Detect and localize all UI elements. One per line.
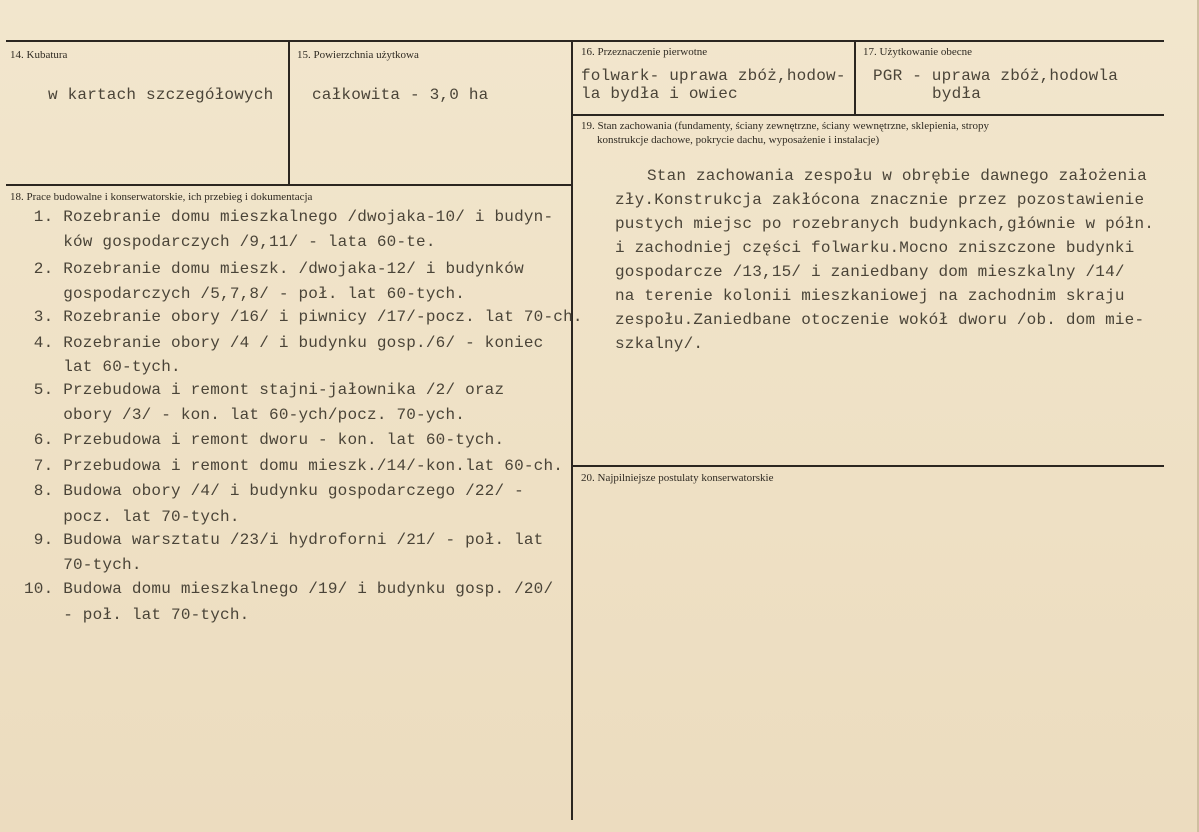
- field-18-line: 6. Przebudowa i remont dworu - kon. lat 60-tych.: [24, 431, 505, 449]
- field-18-line: 10. Budowa domu mieszkalnego /19/ i budynku gosp. /20/: [24, 580, 554, 598]
- field-18-line: 8. Budowa obory /4/ i budynku gospodarczego /22/ -: [24, 482, 524, 500]
- field-15-value: całkowita - 3,0 ha: [312, 86, 489, 104]
- divider-14-15: [288, 40, 290, 184]
- field-18-line: pocz. lat 70-tych.: [24, 508, 240, 526]
- field-16-line: folwark- uprawa zbóż,hodow-: [581, 67, 846, 85]
- field-15-label: 15. Powierzchnia użytkowa: [297, 49, 419, 61]
- field-16-line: la bydła i owiec: [581, 85, 738, 103]
- field-17-line: bydła: [932, 85, 982, 103]
- field-19-line: gospodarcze /13,15/ i zaniedbany dom mieszkalny /14/: [615, 263, 1125, 281]
- field-17-line: PGR - uprawa zbóż,hodowla: [873, 67, 1119, 85]
- field-19-line: Stan zachowania zespołu w obrębie dawnego założenia: [647, 167, 1147, 185]
- field-14-label: 14. Kubatura: [10, 49, 68, 61]
- field-16-label: 16. Przeznaczenie pierwotne: [581, 46, 708, 58]
- field-18-line: 2. Rozebranie domu mieszk. /dwojaka-12/ i budynków: [24, 260, 524, 278]
- field-18-line: 3. Rozebranie obory /16/ i piwnicy /17/-pocz. lat 70-ch.: [24, 308, 583, 326]
- field-18-line: 5. Przebudowa i remont stajni-jałownika /2/ oraz: [24, 381, 505, 399]
- field-19-line: szkalny/.: [615, 335, 704, 353]
- field-19-line: na terenie kolonii mieszkaniowej na zachodnim skraju: [615, 287, 1125, 305]
- field-18-line: 4. Rozebranie obory /4 / i budynku gosp./6/ - koniec: [24, 334, 544, 352]
- field-18-line: 7. Przebudowa i remont domu mieszk./14/-kon.lat 60-ch.: [24, 457, 564, 475]
- field-18-line: gospodarczych /5,7,8/ - poł. lat 60-tych.: [24, 285, 466, 303]
- field-19-line: i zachodniej części folwarku.Mocno zniszczone budynki: [615, 239, 1135, 257]
- field-18-line: obory /3/ - kon. lat 60-ych/pocz. 70-ych.: [24, 406, 466, 424]
- field-20-label: 20. Najpilniejsze postulaty konserwatorskie: [581, 472, 774, 484]
- rule-under-16-17: [572, 114, 1164, 116]
- field-18-line: ków gospodarczych /9,11/ - lata 60-te.: [24, 233, 436, 251]
- field-17-label: 17. Użytkowanie obecne: [863, 46, 973, 58]
- field-19-line: zespołu.Zaniedbane otoczenie wokół dworu /ob. dom mie-: [615, 311, 1145, 329]
- field-14-value: w kartach szczegółowych: [48, 86, 274, 104]
- field-18-label: 18. Prace budowalne i konserwatorskie, ich przebieg i dokumentacja: [10, 191, 313, 203]
- divider-16-17: [854, 40, 856, 114]
- rule-under-14-15: [6, 184, 572, 186]
- center-divider: [571, 40, 573, 820]
- top-rule: [6, 40, 1164, 42]
- field-19-label-cont: konstrukcje dachowe, pokrycie dachu, wyposażenie i instalacje): [597, 134, 880, 146]
- field-19-label: 19. Stan zachowania (fundamenty, ściany zewnętrzne, ściany wewnętrzne, sklepienia, stropy: [581, 120, 989, 132]
- field-19-line: pustych miejsc po rozebranych budynkach,głównie w półn.: [615, 215, 1155, 233]
- field-18-line: 1. Rozebranie domu mieszkalnego /dwojaka-10/ i budyn-: [24, 208, 554, 226]
- field-18-line: 9. Budowa warsztatu /23/i hydroforni /21/ - poł. lat: [24, 531, 544, 549]
- field-18-line: lat 60-tych.: [24, 358, 181, 376]
- field-18-line: 70-tych.: [24, 556, 142, 574]
- field-18-line: - poł. lat 70-tych.: [24, 606, 250, 624]
- rule-under-19: [572, 465, 1164, 467]
- field-19-line: zły.Konstrukcja zakłócona znacznie przez pozostawienie: [615, 191, 1145, 209]
